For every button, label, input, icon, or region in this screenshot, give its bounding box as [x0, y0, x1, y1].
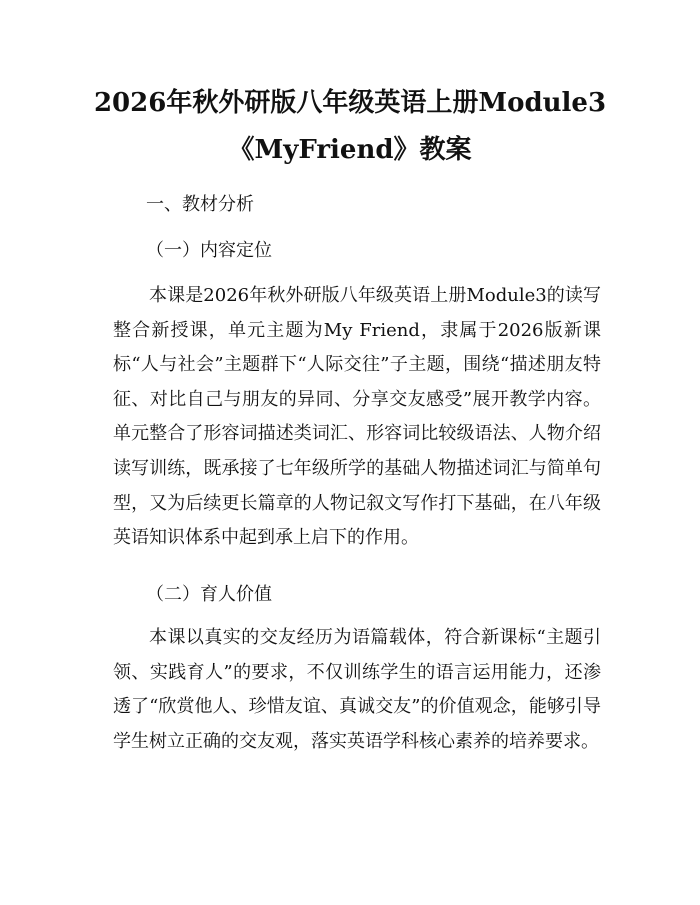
document-title-line-1: 2026年秋外研版八年级英语上册Module3 — [93, 88, 607, 118]
document-title-line-2: 《MyFriend》教案 — [228, 135, 472, 165]
subsection-heading-educational-value: （二）育人价值 — [146, 584, 272, 605]
subsection-heading-content-positioning: （一）内容定位 — [146, 240, 272, 261]
section-heading-textbook-analysis: 一、教材分析 — [146, 194, 254, 215]
paragraph-educational-value: 本课以真实的交友经历为语篇载体，符合新课标“主题引领、实践育人”的要求，不仅训练学生的语言运用能力，还渗透了“欣赏他人、珍惜友谊、真诚交友”的价值观念，能够引导学生树立正确的交友观，落实英语学科核心素养的培养要求。 — [113, 627, 601, 752]
paragraph-content-positioning: 本课是2026年秋外研版八年级英语上册Module3的读写整合新授课，单元主题为My Friend，隶属于2026版新课标“人与社会”主题群下“人际交往”子主题，围绕“描述朋友特征、对比自己与朋友的异同、分享交友感受”展开教学内容。单元整合了形容词描述类词汇、形容词比较级语法、人物介绍读写训练，既承接了七年级所学的基础人物描述词汇与简单句型，又为后续更长篇章的人物记叙文写作打下基础，在八年级英语知识体系中起到承上启下的作用。 — [113, 285, 601, 549]
